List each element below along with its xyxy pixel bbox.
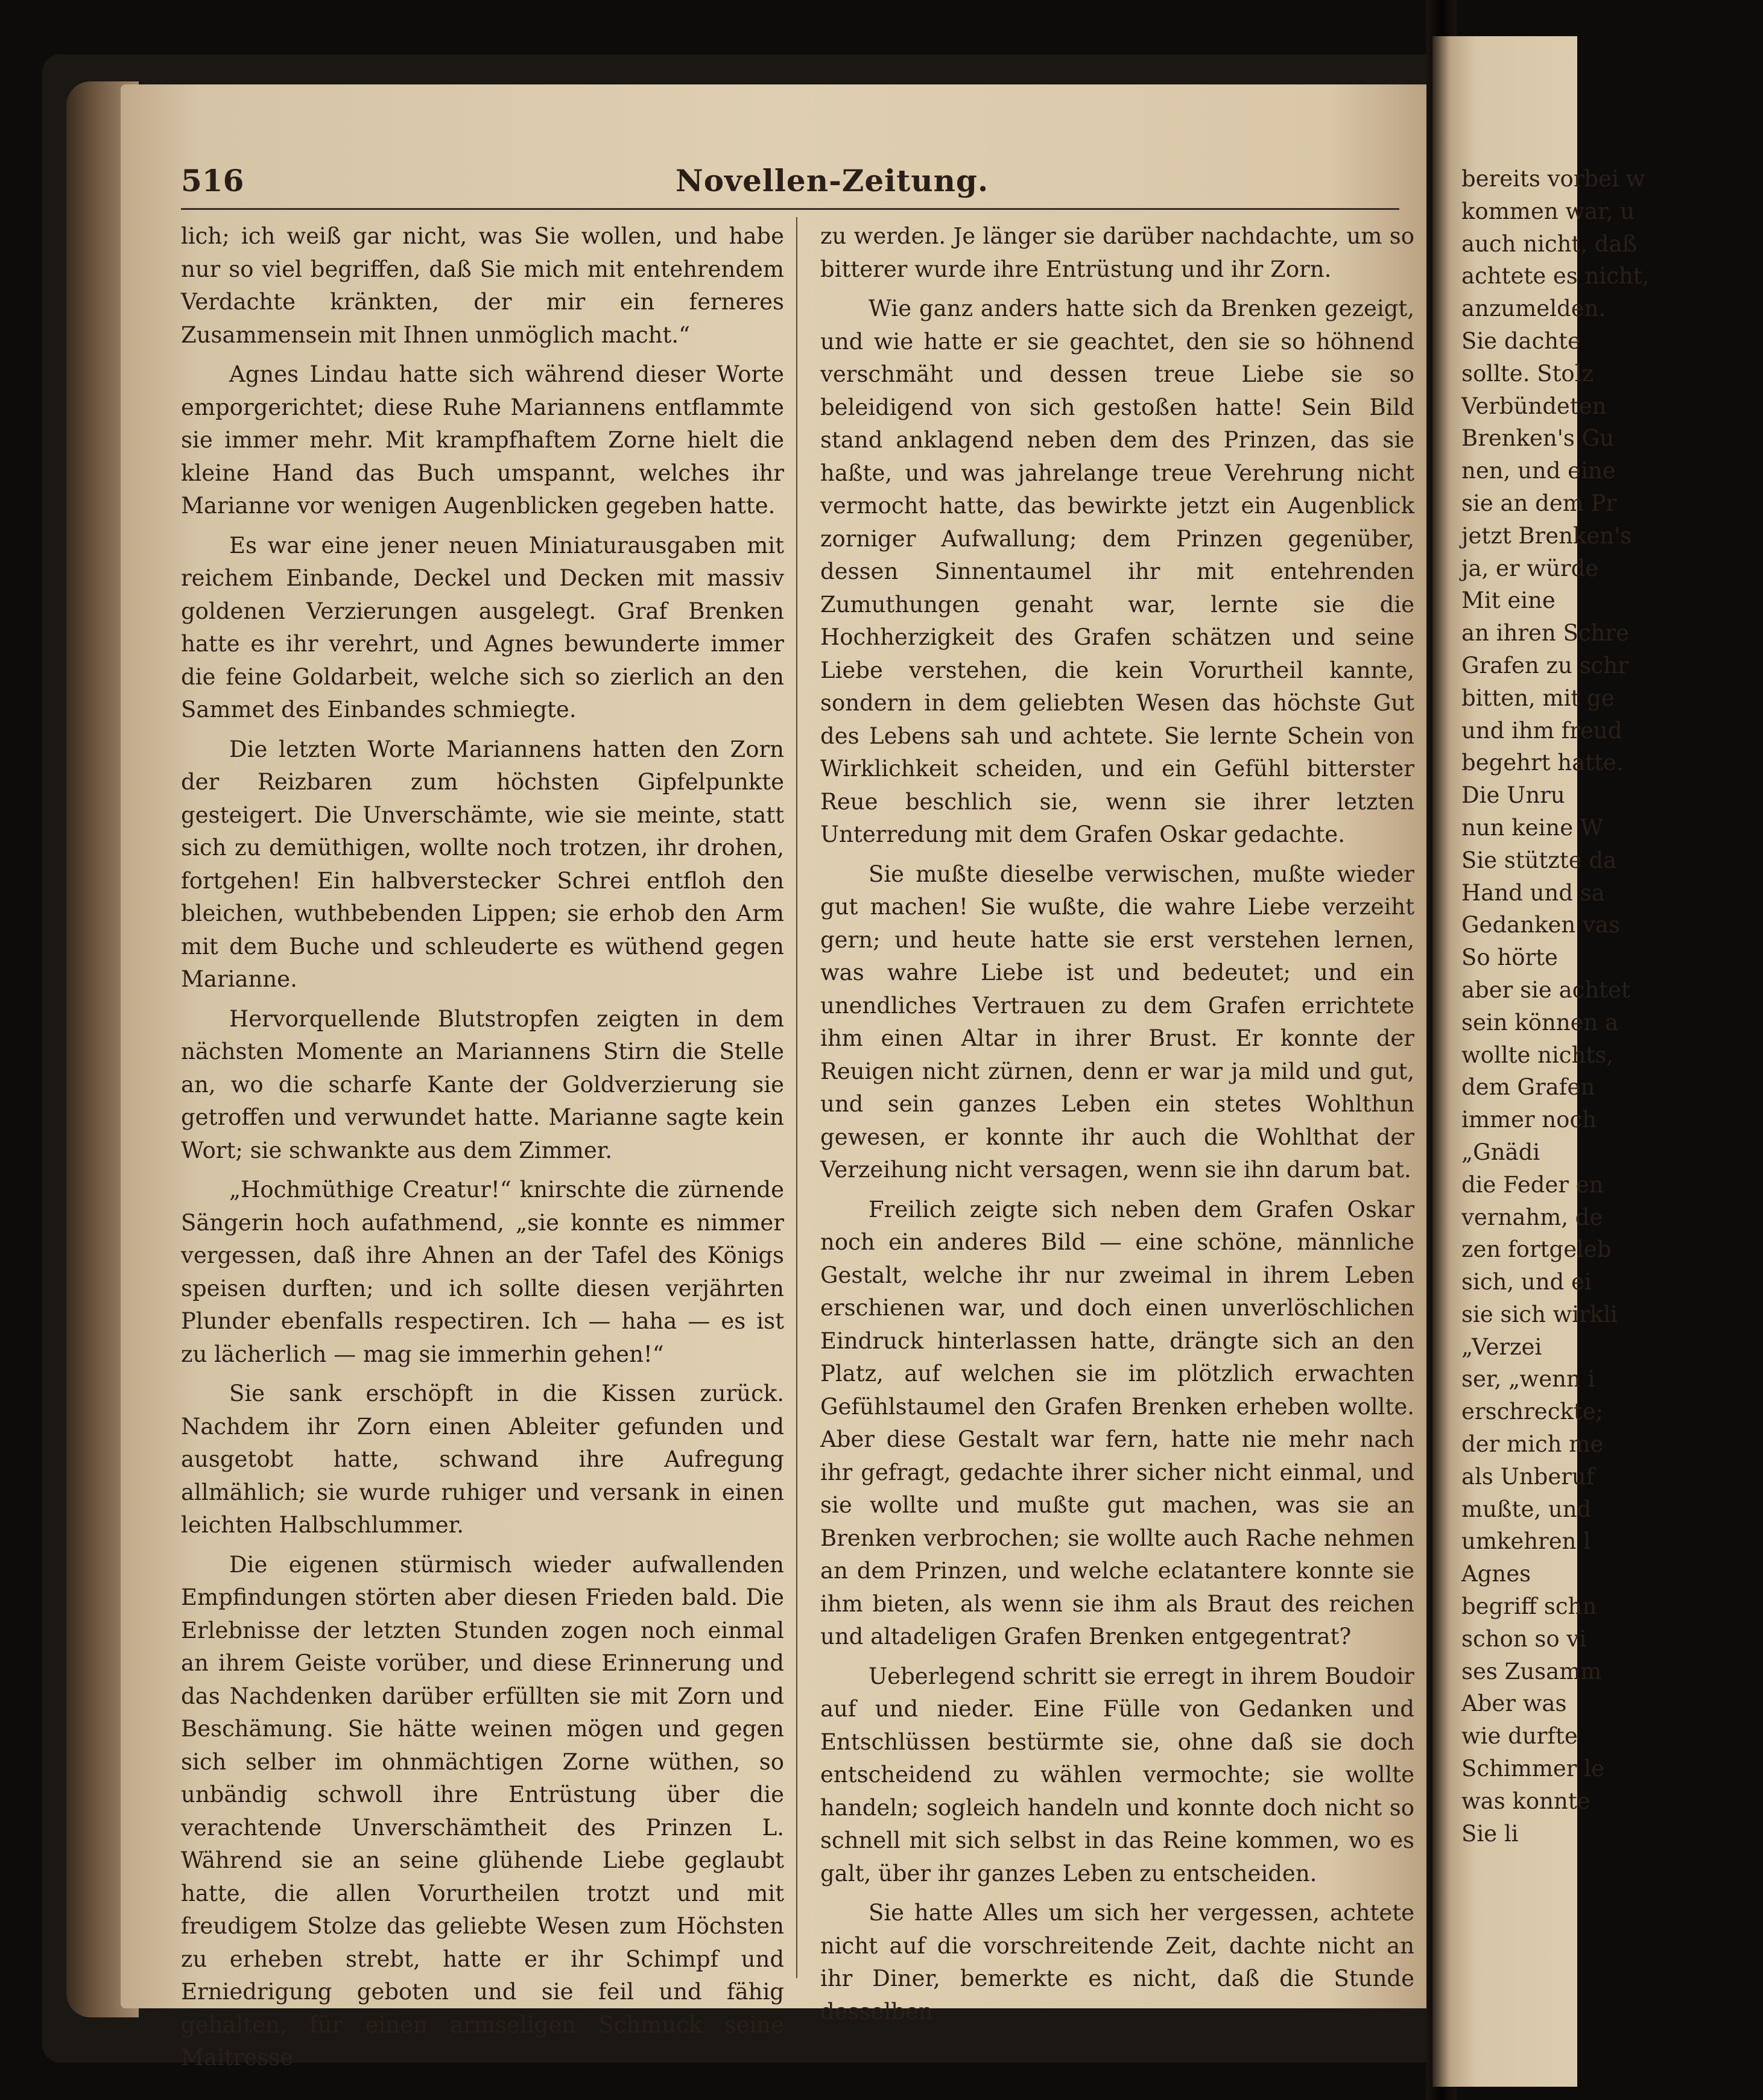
facing-page-line: aber sie achtet: [1461, 976, 1630, 1003]
facing-page-line: immer noch: [1461, 1107, 1597, 1133]
facing-page-line: Grafen zu schr: [1461, 652, 1628, 678]
paragraph: Sie hatte Alles um sich her vergessen, achtete nicht auf die vorschreitende Zeit, dachte nicht an ihr Diner, bemerkte es nicht, daß die Stunde desselben: [820, 1900, 1414, 2025]
facing-page-line: achtete es nicht,: [1461, 263, 1650, 289]
facing-page-line: So hörte: [1461, 944, 1558, 971]
facing-page-line: auch nicht, daß: [1461, 230, 1638, 257]
right-column: [820, 220, 1414, 2025]
facing-page-line: schon so vi: [1461, 1625, 1587, 1652]
facing-page-line: nun keine W: [1461, 814, 1603, 841]
paragraph: Sie sank erschöpft in die Kissen zurück. Nachdem ihr Zorn einen Ableiter gefunden und ausgetobt hatte, schwand ihre Aufregung allmählich; sie wurde ruhiger und versank in einen leichten Halbschlummer.: [181, 1380, 784, 1538]
facing-page-line: die Feder en: [1461, 1171, 1604, 1198]
facing-page-line: was konnte: [1461, 1788, 1590, 1814]
facing-page-line: Verbündeten: [1461, 393, 1607, 419]
facing-page-line: ja, er würde: [1461, 555, 1599, 581]
facing-page-line: sie an dem Pr: [1461, 490, 1617, 516]
paragraph: zu werden. Je länger sie darüber nachdachte, um so bitterer wurde ihre Entrüstung und ihr Zorn.: [820, 223, 1414, 282]
paragraph: Die eigenen stürmisch wieder aufwallenden Empfindungen störten aber diesen Frieden bald. Die Erlebnisse der letzten Stunden zogen noch einmal an ihrem Geiste vorüber, und diese Erinnerung und das Nachdenken darüber erfüllten sie mit Zorn und Beschämung. Sie hätte weinen mögen und gegen sich selber im ohnmächtigen Zorne wüthen, so unbändig schwoll ihre Entrüstung über die verachtende Unverschämtheit des Prinzen L. Während sie an seine glühende Liebe geglaubt hatte, die allen Vorurtheilen trotzt und mit freudigem Stolze das geliebte Wesen zum Höchsten zu erheben strebt, hatte er ihr Schimpf und Erniedrigung geboten und sie feil und fähig gehalten, für einen armseligen Schmuck seine Maitresse: [181, 1551, 784, 2070]
facing-page-line: kommen war, u: [1461, 198, 1635, 224]
facing-page-line: sein können a: [1461, 1009, 1619, 1036]
facing-page-line: ses Zusamm: [1461, 1658, 1602, 1684]
facing-page-line: begehrt hatte.: [1461, 750, 1624, 776]
facing-page-line: Die Unru: [1461, 782, 1565, 809]
facing-page-line: Sie li: [1461, 1820, 1519, 1847]
facing-page-line: bereits vorbei w: [1461, 166, 1645, 192]
facing-page-line: sie sich wirkli: [1461, 1301, 1618, 1327]
paragraph: Freilich zeigte sich neben dem Grafen Oskar noch ein anderes Bild — eine schöne, männliche Gestalt, welche ihr nur zweimal in ihrem Leben erschienen war, und doch einen unverlöschlichen Eindruck hinterlassen hatte, drängte sich an den Platz, auf welchen sie im plötzlich erwachten Gefühlstaumel den Grafen Brenken erheben wollte. Aber diese Gestalt war fern, hatte nie mehr nach ihr gefragt, gedachte ihrer sicher nicht einmal, und sie wollte und mußte gut machen, was sie an Brenken verbrochen; sie wollte auch Rache nehmen an dem Prinzen, und welche eclatantere konnte sie ihm bieten, als wenn sie ihm als Braut des reichen und altadeligen Grafen Brenken entgegentrat?: [820, 1196, 1414, 1649]
facing-page-line: Schimmer le: [1461, 1756, 1604, 1782]
facing-page-line: begriff schn: [1461, 1593, 1597, 1620]
facing-page: [1432, 36, 1650, 2087]
page-number: 516: [181, 163, 244, 198]
facing-page-line: wollte nichts,: [1461, 1042, 1613, 1068]
paragraph: Ueberlegend schritt sie erregt in ihrem Boudoir auf und nieder. Eine Fülle von Gedanken und Entschlüssen bestürmte sie, ohne daß sie doch entscheidend zu wählen vermochte; sie wollte handeln; sogleich handeln und konnte doch nicht so schnell mit sich selbst in das Reine kommen, wo es galt, über ihr ganzes Leben zu entscheiden.: [820, 1663, 1414, 1887]
paragraph: lich; ich weiß gar nicht, was Sie wollen, und habe nur so viel begriffen, daß Sie mich mit entehrendem Verdachte kränkten, der mir ein ferneres Zusammensein mit Ihnen unmöglich macht.“: [181, 223, 784, 348]
facing-page-line: Brenken's Gu: [1461, 425, 1615, 452]
running-title: Novellen-Zeitung.: [676, 163, 989, 198]
left-column: [181, 220, 784, 2070]
facing-page-line: zen fortgeleb: [1461, 1236, 1612, 1263]
facing-page-line: dem Grafen: [1461, 1074, 1595, 1101]
facing-page-line: Agnes: [1461, 1561, 1531, 1587]
paragraph: Hervorquellende Blutstropfen zeigten in dem nächsten Momente an Mariannens Stirn die Stelle an, wo die scharfe Kante der Goldverzierung sie getroffen und verwundet hatte. Marianne sagte kein Wort; sie schwankte aus dem Zimmer.: [181, 1005, 784, 1163]
facing-page-line: Gedanken vas: [1461, 912, 1620, 938]
facing-page-line: Aber was: [1461, 1690, 1567, 1717]
facing-page-line: der mich me: [1461, 1431, 1604, 1458]
facing-page-line: wie durfte: [1461, 1723, 1578, 1750]
facing-page-line: Mit eine: [1461, 587, 1556, 614]
facing-page-line: als Unberuf: [1461, 1463, 1595, 1490]
facing-page-line: und ihm freud: [1461, 717, 1622, 744]
book-page: [121, 84, 1435, 2070]
facing-page-line: Hand und sa: [1461, 879, 1605, 906]
facing-page-line: vernahm, de: [1461, 1204, 1603, 1230]
facing-page-line: nen, und eine: [1461, 458, 1616, 484]
facing-page-line: bitten, mit ge: [1461, 685, 1615, 711]
facing-page-line: ser, „wenn i: [1461, 1366, 1595, 1393]
column-divider: [796, 217, 797, 1978]
facing-page-line: anzumelden.: [1461, 296, 1606, 322]
header-rule: [181, 208, 1399, 210]
facing-page-line: mußte, und: [1461, 1496, 1592, 1522]
facing-page-line: erschreckte;: [1461, 1399, 1604, 1425]
paragraph: Sie mußte dieselbe verwischen, mußte wieder gut machen! Sie wußte, die wahre Liebe verzeiht gern; und heute hatte sie erst verstehen lernen, was wahre Liebe ist und bedeutet; und ein unendliches Vertrauen zu dem Grafen errichtete ihm einen Altar in ihrer Brust. Er konnte der Reuigen nicht zürnen, denn er war ja mild und gut, und sein ganzes Leben ein stetes Wohlthun gewesen, er konnte ihr auch die Wohlthat der Verzeihung nicht versagen, wenn sie ihn darum bat.: [820, 861, 1414, 1183]
paragraph: „Hochmüthige Creatur!“ knirschte die zürnende Sängerin hoch aufathmend, „sie konnte es nimmer vergessen, daß ihre Ahnen an der Tafel des Königs speisen durften; und ich sollte diesen verjährten Plunder ebenfalls respectiren. Ich — haha — es ist zu lächerlich — mag sie immerhin gehen!“: [181, 1177, 784, 1367]
facing-page-line: umkehren l: [1461, 1528, 1591, 1555]
facing-page-line: an ihren Schre: [1461, 620, 1629, 647]
facing-page-line: Sie stützte da: [1461, 847, 1617, 873]
paragraph: Wie ganz anders hatte sich da Brenken gezeigt, und wie hatte er sie geachtet, den sie so höhnend verschmäht und dessen treue Liebe sie so beleidigend von sich gestoßen hatte! Sein Bild stand anklagend neben dem des Prinzen, das sie haßte, und was jahrelange treue Verehrung nicht vermocht hatte, das bewirkte jetzt ein Augenblick zorniger Aufwallung; dem Prinzen gegenüber, dessen Sinnentaumel ihr mit entehrenden Zumuthungen genaht war, lernte sie die Hochherzigkeit des Grafen schätzen und seine Liebe verstehen, die kein Vorurtheil kannte, sondern in dem geliebten Wesen das höchste Gut des Lebens sah und achtete. Sie lernte Schein von Wirklichkeit scheiden, und ein Gefühl bitterster Reue beschlich sie, wenn sie ihrer letzten Unterredung mit dem Grafen Oskar gedachte.: [820, 296, 1414, 847]
facing-page-line: sollte. Stolz: [1461, 360, 1594, 387]
facing-page-line: jetzt Brenken's: [1461, 522, 1632, 549]
paragraph: Agnes Lindau hatte sich während dieser Worte emporgerichtet; diese Ruhe Mariannens entflammte sie immer mehr. Mit krampfhaftem Zorne hielt die kleine Hand das Buch umspannt, welches ihr Marianne vor wenigen Augenblicken gegeben hatte.: [181, 361, 784, 519]
paragraph: Es war eine jener neuen Miniaturausgaben mit reichem Einbande, Deckel und Decken mit massiv goldenen Verzierungen ausgelegt. Graf Brenken hatte es ihr verehrt, und Agnes bewunderte immer die feine Goldarbeit, welche sich so zierlich an den Sammet des Einbandes schmiegte.: [181, 532, 784, 723]
paragraph: Die letzten Worte Mariannens hatten den Zorn der Reizbaren zum höchsten Gipfelpunkte gesteigert. Die Unverschämte, wie sie meinte, statt sich zu demüthigen, wollte noch trotzen, ihr drohen, fortgehen! Ein halbverstecker Schrei entfloh den bleichen, wuthbebenden Lippen; sie erhob den Arm mit dem Buche und schleuderte es wüthend gegen Marianne.: [181, 736, 784, 992]
facing-page-line: „Verzei: [1461, 1333, 1542, 1360]
facing-page-line: „Gnädi: [1461, 1139, 1540, 1165]
facing-page-line: sich, und ei: [1461, 1269, 1592, 1295]
facing-page-line: Sie dachte: [1461, 327, 1581, 354]
facing-page-text: [1461, 163, 1763, 1850]
